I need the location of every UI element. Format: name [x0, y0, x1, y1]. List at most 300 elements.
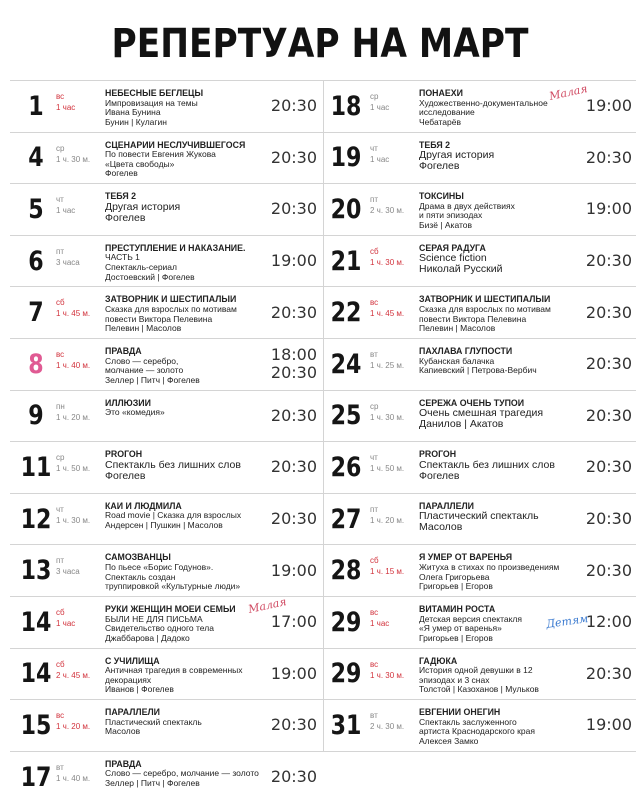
duration: 1 ч. 40 м. — [56, 360, 91, 370]
performance-info — [419, 141, 594, 173]
schedule-row[interactable] — [324, 700, 636, 752]
day-number: 4 — [28, 142, 44, 174]
day-number: 8 — [28, 348, 44, 380]
left-column — [10, 80, 323, 800]
weekday: пт — [370, 504, 378, 514]
showtime-value: 20:30 — [270, 457, 317, 477]
duration: 1 ч. 20 м. — [56, 412, 91, 422]
showtime-value: 20:30 — [270, 767, 317, 787]
schedule-row[interactable] — [10, 184, 323, 236]
showtime — [271, 649, 317, 700]
showtime — [271, 236, 317, 287]
duration: 1 ч. 30 м. — [370, 412, 405, 422]
weekday-duration — [56, 143, 102, 165]
showtime-value: 20:30 — [270, 509, 317, 529]
schedule-row[interactable] — [324, 184, 636, 236]
weekday: ср — [56, 453, 65, 463]
day-number: 15 — [20, 709, 52, 741]
performance-detail: БЫЛИ НЕ ДЛЯ ПИСЬМА — [105, 613, 203, 624]
weekday: сб — [370, 246, 379, 256]
performance-detail: Ивана Бунина — [105, 107, 161, 118]
performance-detail: повести Виктора Пелевина — [419, 313, 527, 324]
performance-detail: Road movie | Сказка для взрослых — [105, 510, 242, 521]
schedule-row[interactable] — [10, 287, 323, 339]
duration: 1 ч. 50 м. — [370, 464, 405, 474]
weekday-duration — [370, 91, 416, 113]
weekday-duration — [56, 762, 102, 784]
showtime — [271, 700, 317, 751]
day-number: 1 — [28, 90, 44, 122]
day-number: 22 — [330, 297, 362, 329]
performance-info — [105, 553, 270, 591]
performance-detail: Николай Русский — [419, 263, 503, 276]
weekday-duration — [56, 710, 102, 732]
showtime — [586, 700, 632, 751]
day-number: 17 — [20, 761, 52, 793]
day-number: 18 — [330, 90, 362, 122]
performance-detail: Это «комедия» — [105, 407, 165, 418]
weekday-duration — [370, 246, 416, 268]
duration: 1 ч. 50 м. — [56, 464, 91, 474]
showtime — [586, 81, 632, 132]
performance-info — [105, 295, 270, 333]
schedule-row[interactable] — [10, 236, 323, 288]
schedule-row[interactable] — [324, 339, 636, 391]
performance-detail: Очень смешная трагедия — [419, 407, 544, 420]
weekday-duration — [56, 349, 102, 371]
day-number: 14 — [20, 606, 52, 638]
performance-detail: Григорьев | Егоров — [419, 581, 493, 592]
showtime — [271, 442, 317, 493]
duration: 1 ч. 40 м. — [56, 773, 91, 783]
performance-info — [105, 657, 270, 695]
performance-title: ПАХЛАВА ГЛУПОСТИ — [419, 346, 513, 356]
weekday: сб — [56, 607, 65, 617]
duration: 2 ч. 30 м. — [370, 722, 405, 732]
performance-title: ГАДЮКА — [419, 656, 458, 666]
day-number: 20 — [330, 193, 362, 225]
schedule-row[interactable] — [324, 236, 636, 288]
performance-info — [105, 399, 270, 418]
performance-title: ПАРАЛЛЕЛИ — [419, 501, 474, 511]
weekday-duration — [56, 504, 102, 526]
day-number: 9 — [28, 400, 44, 432]
performance-detail: Слово — серебро, молчание — золото — [105, 768, 259, 779]
performance-title: С УЧИЛИЩА — [105, 656, 160, 666]
day-number: 29 — [330, 606, 362, 638]
schedule-row[interactable] — [10, 545, 323, 597]
weekday-duration — [370, 555, 416, 577]
repertoire-grid — [10, 80, 636, 796]
showtime — [586, 236, 632, 287]
performance-detail: История одной девушки в 12 — [419, 665, 533, 676]
schedule-row[interactable] — [10, 494, 323, 546]
performance-detail: артиста Краснодарского края — [419, 726, 535, 737]
schedule-row[interactable] — [324, 81, 636, 133]
showtime-value: 20:30 — [585, 354, 632, 374]
schedule-row[interactable] — [10, 442, 323, 494]
schedule-row[interactable] — [10, 133, 323, 185]
performance-detail: По пьесе «Борис Годунов». — [105, 561, 214, 572]
right-column — [323, 80, 636, 752]
duration: 1 ч. 30 м. — [370, 257, 405, 267]
performance-detail: Капиевский | Петрова-Вербич — [419, 365, 537, 376]
schedule-row[interactable] — [324, 545, 636, 597]
performance-detail: Пелевин | Масолов — [419, 323, 496, 334]
day-number: 5 — [28, 193, 44, 225]
schedule-row[interactable] — [324, 391, 636, 443]
schedule-row[interactable] — [10, 752, 323, 800]
duration: 1 ч. 45 м. — [370, 309, 405, 319]
page-title: РЕПЕРТУАР НА МАРТ — [111, 21, 529, 67]
performance-title: ВИТАМИН РОСТА — [419, 604, 496, 614]
weekday: вт — [370, 349, 378, 359]
performance-detail: Григорьев | Егоров — [419, 632, 493, 643]
performance-detail: эпизодах и 3 снах — [419, 674, 490, 685]
showtime — [586, 442, 632, 493]
schedule-row[interactable] — [324, 287, 636, 339]
performance-detail: «Цвета свободы» — [105, 158, 175, 169]
showtime-value: 19:00 — [270, 251, 317, 271]
showtime-value: 20:30 — [585, 405, 632, 425]
schedule-row[interactable] — [324, 597, 636, 649]
performance-title: КАЙ И ЛЮДМИЛА — [105, 501, 182, 511]
showtime — [586, 494, 632, 545]
showtime-value: 20:30 — [270, 147, 317, 167]
weekday-duration — [370, 401, 416, 423]
performance-title: ЗАТВОРНИК И ШЕСТИПАЛЫЙ — [105, 295, 237, 305]
weekday: вс — [56, 92, 65, 101]
duration: 1 час — [56, 618, 76, 628]
performance-detail: Детская версия спектакля — [419, 613, 522, 624]
performance-info — [419, 553, 594, 591]
duration: 1 час — [370, 103, 390, 112]
weekday-duration — [370, 659, 416, 681]
performance-title: ПОНАЕХИ — [419, 89, 463, 98]
performance-info — [419, 295, 594, 333]
performance-title: ТЕБЯ 2 — [105, 192, 137, 202]
weekday: пт — [56, 246, 64, 256]
performance-detail: Фогелев — [105, 168, 138, 179]
weekday: чт — [56, 195, 64, 205]
performance-detail: Бизё | Акатов — [419, 219, 473, 230]
duration: 1 ч. 30 м. — [370, 670, 405, 680]
performance-detail: Пластический спектакль — [419, 510, 539, 523]
performance-detail: «Я умер от варенья» — [419, 623, 502, 634]
performance-title: СЕРЁЖА ОЧЕНЬ ТУПОЙ — [419, 398, 525, 408]
performance-title: PROГОН — [419, 450, 457, 460]
showtime-value: 20:30 — [585, 663, 632, 683]
performance-detail: По повести Евгения Жукова — [105, 149, 216, 160]
showtime-value: 20:30 — [270, 363, 317, 383]
day-number: 11 — [20, 451, 52, 483]
performance-info — [105, 502, 270, 531]
showtime — [271, 752, 317, 800]
performance-info — [105, 89, 270, 127]
day-number: 26 — [330, 451, 362, 483]
day-number: 21 — [330, 245, 362, 277]
small-stage-badge: Малая — [548, 82, 589, 103]
duration: 1 час — [56, 206, 76, 216]
showtime-value: 19:00 — [585, 715, 632, 735]
showtime-value: 18:00 — [270, 345, 317, 365]
weekday-duration — [370, 349, 416, 371]
performance-detail: Слово — серебро, — [105, 355, 179, 366]
weekday: ср — [370, 401, 379, 411]
performance-detail: Пластический спектакль — [105, 716, 202, 727]
performance-detail: Иванов | Фогелев — [105, 684, 174, 695]
performance-detail: Спектакль заслуженного — [419, 716, 517, 727]
performance-title: PROГОН — [105, 450, 143, 460]
performance-detail: Science fiction — [419, 252, 487, 265]
performance-detail: Данилов | Акатов — [419, 418, 504, 431]
day-number: 7 — [28, 297, 44, 329]
weekday-duration — [370, 452, 416, 474]
weekday: вс — [56, 349, 65, 359]
performance-title: САМОЗВАНЦЫ — [105, 553, 171, 563]
showtime-value: 20:30 — [585, 302, 632, 322]
weekday-duration — [56, 607, 102, 629]
weekday-duration — [56, 452, 102, 474]
duration: 1 час — [370, 154, 390, 164]
weekday-duration — [370, 194, 416, 216]
weekday-duration — [370, 504, 416, 526]
performance-title: ТЕБЯ 2 — [419, 140, 451, 150]
performance-detail: труппировкой «Культурные люди» — [105, 581, 241, 592]
weekday-duration — [370, 297, 416, 319]
duration: 3 часа — [56, 567, 80, 577]
weekday: пт — [370, 195, 378, 205]
weekday: чт — [370, 453, 378, 463]
performance-detail: Античная трагедия в современных — [105, 665, 243, 676]
performance-detail: Зеллер | Питч | Фогелев — [105, 777, 200, 788]
performance-detail: исследование — [419, 107, 475, 118]
weekday: вт — [56, 762, 64, 772]
performance-detail: Фогелев — [419, 160, 460, 173]
duration: 1 ч. 20 м. — [370, 515, 405, 525]
performance-detail: и пяти эпизодах — [419, 210, 483, 221]
performance-info — [105, 192, 270, 224]
performance-info — [419, 244, 594, 276]
weekday: чт — [370, 143, 378, 153]
performance-title: ПАРАЛЛЕЛИ — [105, 708, 160, 718]
performance-detail: Фогелев — [105, 469, 146, 482]
day-number: 31 — [330, 709, 362, 741]
performance-detail: Достоевский | Фогелев — [105, 271, 195, 282]
showtime — [586, 391, 632, 442]
weekday-duration — [56, 246, 102, 268]
weekday: чт — [56, 504, 64, 514]
weekday: вс — [370, 607, 379, 617]
performance-info — [419, 192, 594, 230]
performance-detail: Зеллер | Питч | Фогелев — [105, 374, 200, 385]
performance-detail: Чебатарёв — [419, 116, 462, 127]
weekday-duration — [56, 194, 102, 216]
performance-detail: Сказка для взрослых по мотивам — [105, 303, 237, 314]
performance-detail: Бунин | Кулагин — [105, 116, 167, 127]
performance-title: НЕБЕСНЫЕ БЕГЛЕЦЫ — [105, 89, 204, 98]
duration: 1 ч. 45 м. — [56, 309, 91, 319]
weekday-duration — [56, 659, 102, 681]
performance-detail: Спектакль без лишних слов — [105, 458, 241, 471]
performance-title: ТОКСИНЫ — [419, 192, 464, 202]
showtime-value: 20:30 — [270, 715, 317, 735]
performance-title: ИЛЛЮЗИИ — [105, 398, 151, 408]
performance-detail: Другая история — [105, 200, 181, 213]
day-number: 29 — [330, 658, 362, 690]
weekday-duration — [56, 297, 102, 319]
schedule-row[interactable] — [10, 339, 323, 391]
showtime — [271, 184, 317, 235]
performance-info — [419, 502, 594, 534]
showtime — [586, 287, 632, 338]
showtime — [271, 287, 317, 338]
showtime-value: 20:30 — [585, 251, 632, 271]
duration: 1 час — [56, 103, 76, 112]
weekday: сб — [56, 659, 65, 669]
performance-detail: декорациях — [105, 674, 152, 685]
duration: 1 ч. 30 м. — [56, 515, 91, 525]
schedule-row[interactable] — [10, 391, 323, 443]
performance-detail: Масолов — [105, 726, 141, 737]
day-number: 14 — [20, 658, 52, 690]
performance-detail: Спектакль-сериал — [105, 261, 177, 272]
performance-title: ЕВГЕНИЙ ОНЕГИН — [419, 708, 501, 718]
performance-title: ПРАВДА — [105, 346, 142, 356]
performance-info — [105, 244, 270, 282]
showtime-value: 12:00 — [585, 612, 632, 632]
showtime — [271, 391, 317, 442]
showtime — [271, 494, 317, 545]
weekday-duration — [56, 91, 102, 113]
duration: 1 ч. 30 м. — [56, 154, 91, 164]
duration: 1 ч. 15 м. — [370, 567, 405, 577]
day-number: 6 — [28, 245, 44, 277]
performance-detail: Толстой | Казоханов | Мульков — [419, 684, 539, 695]
weekday-duration — [370, 607, 416, 629]
showtime — [586, 649, 632, 700]
performance-info — [419, 399, 594, 431]
duration: 1 ч. 25 м. — [370, 360, 405, 370]
performance-detail: Спектакль без лишних слов — [419, 458, 555, 471]
kids-stage-badge: Детям — [545, 612, 589, 631]
day-number: 28 — [330, 555, 362, 587]
weekday: сб — [56, 298, 65, 308]
schedule-row[interactable] — [324, 494, 636, 546]
day-number: 24 — [330, 348, 362, 380]
performance-info — [105, 605, 270, 643]
duration: 1 час — [370, 618, 390, 628]
showtime — [586, 133, 632, 184]
weekday: ср — [370, 92, 379, 101]
performance-detail: Фогелев — [105, 211, 146, 224]
performance-detail: Олега Григорьева — [419, 571, 490, 582]
showtime — [271, 545, 317, 596]
weekday: пн — [56, 401, 65, 411]
weekday-duration — [370, 710, 416, 732]
weekday: вт — [370, 711, 378, 721]
schedule-row[interactable] — [10, 700, 323, 752]
performance-detail: Сказка для взрослых по мотивам — [419, 303, 551, 314]
showtime-value: 17:00 — [270, 612, 317, 632]
weekday: ср — [56, 143, 65, 153]
showtime — [586, 184, 632, 235]
small-stage-badge: Малая — [247, 595, 288, 616]
showtime-value: 20:30 — [270, 96, 317, 116]
performance-detail: молчание — золото — [105, 365, 184, 376]
showtime — [586, 339, 632, 390]
weekday: сб — [370, 556, 379, 566]
duration: 2 ч. 45 м. — [56, 670, 91, 680]
showtime-value: 20:30 — [585, 457, 632, 477]
performance-detail: Спектакль создан — [105, 571, 176, 582]
showtime — [586, 597, 632, 648]
weekday: вс — [56, 711, 65, 721]
performance-title: СЦЕНАРИЙ НЕСЛУЧИВШЕГОСЯ — [105, 140, 246, 150]
performance-detail: повести Виктора Пелевина — [105, 313, 213, 324]
showtime-value: 20:30 — [270, 302, 317, 322]
performance-detail: Драма в двух действиях — [419, 200, 515, 211]
schedule-row[interactable] — [10, 81, 323, 133]
performance-title: ПРАВДА — [105, 759, 142, 769]
performance-detail: Алексея Замко — [419, 735, 479, 746]
performance-info — [105, 760, 270, 789]
showtime — [271, 133, 317, 184]
schedule-row[interactable] — [324, 442, 636, 494]
performance-info — [105, 347, 270, 385]
performance-title: РУКИ ЖЕНЩИН МОЕЙ СЕМЬИ — [105, 604, 236, 614]
schedule-row[interactable] — [10, 649, 323, 701]
schedule-row[interactable] — [10, 597, 323, 649]
day-number: 27 — [330, 503, 362, 535]
performance-detail: ЧАСТЬ 1 — [105, 252, 140, 263]
performance-detail: Житуха в стихах по произведениям — [419, 561, 560, 572]
performance-detail: Пелевин | Масолов — [105, 323, 182, 334]
day-number: 13 — [20, 555, 52, 587]
performance-detail: Андерсен | Пушкин | Масолов — [105, 519, 223, 530]
performance-info — [105, 141, 270, 179]
performance-info — [105, 450, 270, 482]
showtime-value: 19:00 — [585, 96, 632, 116]
showtime-value: 20:30 — [585, 147, 632, 167]
performance-detail: Масолов — [419, 521, 463, 534]
showtime — [271, 339, 317, 390]
duration: 3 часа — [56, 257, 80, 267]
showtime-value: 19:00 — [270, 560, 317, 580]
weekday: вс — [370, 659, 379, 669]
performance-detail: Свидетельство одного тела — [105, 623, 214, 634]
performance-info — [105, 708, 270, 737]
duration: 2 ч. 30 м. — [370, 206, 405, 216]
showtime-value: 20:30 — [585, 509, 632, 529]
showtime-value: 20:30 — [270, 405, 317, 425]
day-number: 12 — [20, 503, 52, 535]
performance-detail: Художественно-документальное — [419, 97, 548, 108]
day-number: 19 — [330, 142, 362, 174]
showtime-value: 20:30 — [270, 199, 317, 219]
performance-info — [419, 450, 594, 482]
duration: 1 ч. 20 м. — [56, 722, 91, 732]
performance-detail: Кубанская балачка — [419, 355, 495, 366]
showtime-value: 19:00 — [585, 199, 632, 219]
showtime — [271, 81, 317, 132]
performance-detail: Джаббарова | Дадоко — [105, 632, 190, 643]
showtime-value: 19:00 — [270, 663, 317, 683]
performance-title: ПРЕСТУПЛЕНИЕ И НАКАЗАНИЕ. — [105, 243, 246, 253]
performance-detail: Фогелев — [419, 469, 460, 482]
schedule-row[interactable] — [324, 133, 636, 185]
schedule-row[interactable] — [324, 649, 636, 701]
